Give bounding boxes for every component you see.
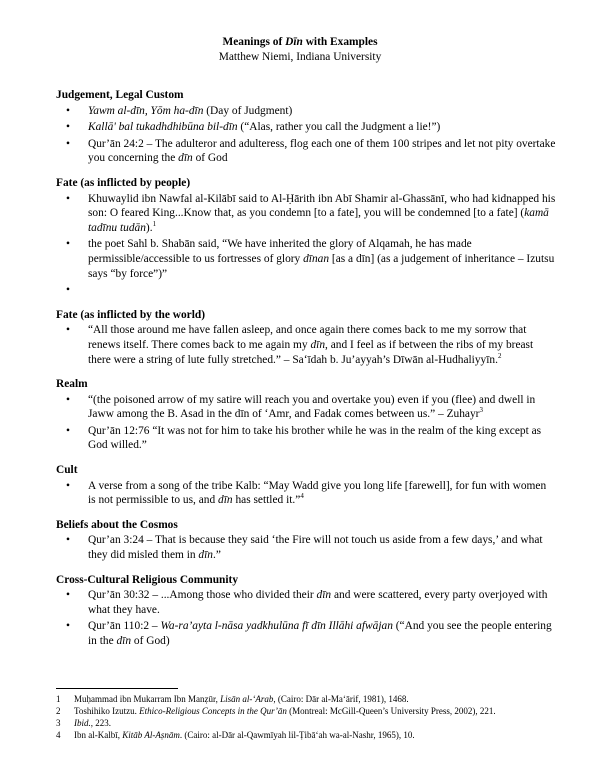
section-heading: Fate (as inflicted by the world) [56, 308, 206, 321]
section-heading: Realm [56, 378, 88, 391]
footnote [56, 729, 556, 741]
list-item [56, 323, 556, 367]
section [56, 377, 556, 453]
text-segment: Wa-ra’ayta l-nāsa yadkhulūna fī dīn Illāhi afwājan [160, 620, 393, 633]
section [56, 88, 556, 166]
text-segment: Qur’ān 24:2 – The adulteror and adulteress, flog each one of them 100 stripes and let not pity overtake you concerning the [88, 137, 556, 165]
text-segment: dīn [218, 494, 233, 507]
footnote-ref: 2 [497, 351, 502, 360]
text-segment: Khuwaylid ibn Nawfal al-Kilābī said to Al-Ḥārith ibn Abī Shamir al-Ghassānī, who had kidnapped his son: O feared King...Know that, as you condemn [to a fate], you will be condemned [to a fate] ( [88, 192, 556, 220]
list-item [56, 533, 556, 562]
text-segment: dīnan [303, 252, 330, 265]
text-segment: has settled it.” [232, 494, 301, 507]
list-item [56, 104, 556, 119]
footnote-number: 2 [56, 706, 61, 716]
bullet-icon: • [66, 104, 70, 117]
bullet-icon: • [66, 589, 70, 602]
bullet-list [56, 393, 556, 453]
text-segment: of God) [131, 635, 170, 647]
section [56, 573, 556, 649]
footnote [56, 705, 556, 717]
section-heading: Judgement, Legal Custom [56, 89, 184, 101]
footnote-ref: 3 [479, 406, 483, 415]
bullet-icon: • [66, 393, 70, 406]
text-segment: Ethico-Religious Concepts in the Qur’ān [139, 706, 287, 716]
text-segment: Lisān al-‘Arab [220, 694, 274, 704]
text-segment: kamā tadīnu tudān [88, 207, 549, 234]
text-segment: the poet Sahl b. Shabān said, “We have inherited the glory of Alqamah, he has made permissible/accessible to us fortresses of glory [88, 238, 472, 265]
text-segment: (“Alas, rather you call the Judgment a lie!”) [237, 121, 441, 134]
footnote [56, 717, 556, 729]
text-segment: A verse from a song of the tribe Kalb: “May Wadd give you long life [farewell], for fun with women is not permissible to us, and [88, 479, 547, 507]
text-segment: .” [212, 549, 221, 562]
text-segment: (Day of Judgment) [203, 104, 293, 117]
bullet-icon: • [66, 238, 70, 251]
list-item [56, 120, 556, 135]
text-segment: , 223. [90, 718, 111, 728]
list-item [56, 588, 556, 617]
footnote-number: 1 [56, 694, 61, 704]
text-segment: (“And you see the people entering in the [88, 620, 552, 647]
section-heading: Cult [56, 464, 78, 477]
text-segment: “All those around me have fallen asleep, and once again there comes back to me my sorrow that renews itself. There comes back to me again my [88, 324, 527, 351]
bullet-list [56, 192, 556, 298]
list-item [56, 619, 556, 648]
bullet-list [56, 588, 556, 648]
text-segment: ). [145, 221, 153, 234]
text-segment: Kitāb Al-Aṣnām [122, 730, 180, 740]
text-segment: dīn [198, 549, 213, 562]
bullet-list [56, 479, 556, 508]
text-segment: Qur’ān 30:32 – ...Among those who divided their [88, 589, 317, 602]
list-item [56, 137, 556, 166]
text-segment: , (Cairo: Dār al-Ma‘ārif, 1981), 1468. [273, 694, 409, 704]
footnote-number: 3 [56, 718, 61, 728]
section-heading: Beliefs about the Cosmos [56, 518, 178, 531]
footnote-ref: 1 [152, 219, 157, 228]
text-segment: Toshihiko Izutzu. [74, 706, 140, 716]
bullet-icon: • [66, 324, 70, 337]
text-segment: dīn [316, 589, 332, 602]
list-item [56, 424, 556, 453]
bullet-list [56, 533, 556, 562]
bullet-icon: • [66, 192, 70, 205]
text-segment: [as a dīn] (as a judgement of inheritance – Izutsu says “by force”)” [88, 252, 555, 280]
text-segment: Qur’an 3:24 – That is because they said ‘the Fire will not touch us aside from a few days,’ and what they did misled them in [88, 534, 543, 562]
text-segment: . (Cairo: al-Dār al-Qawmīyah lil-Ṭibā‘ah wa-al-Nashr, 1965), 10. [179, 730, 415, 740]
footnote-ref: 4 [300, 492, 304, 501]
document-title: Meanings of Dīn with Examples [222, 36, 378, 48]
text-segment: Kallā' bal tukadhdhibūna bil-dīn [88, 121, 238, 134]
text-segment: Ibn al-Kalbī, [74, 730, 123, 740]
bullet-icon: • [66, 284, 70, 297]
bullet-icon: • [66, 620, 70, 633]
text-segment: Ibid. [74, 718, 91, 728]
list-item [56, 479, 556, 508]
document-body [56, 88, 556, 659]
section [56, 518, 556, 563]
bullet-list [56, 104, 556, 166]
list-item [56, 192, 556, 236]
text-segment: Qur’ān 12:76 “It was not for him to take his brother while he was in the realm of the king except as God willed.” [88, 424, 542, 452]
bullet-icon: • [66, 479, 70, 492]
text-segment: dīn [310, 338, 326, 351]
section [56, 176, 556, 298]
section [56, 308, 556, 367]
footnote [56, 693, 556, 705]
section-heading: Fate (as inflicted by people) [56, 176, 191, 189]
footnote-divider [56, 688, 178, 689]
text-segment: (Montreal: McGill-Queen’s University Press, 2002), 221. [286, 706, 496, 716]
list-item [56, 283, 556, 298]
footnote-number: 4 [56, 730, 61, 740]
bullet-icon: • [66, 424, 70, 437]
text-segment: and were scattered, every party overjoyed with what they have. [88, 589, 548, 616]
list-item [56, 237, 556, 281]
bullet-icon: • [66, 137, 70, 150]
document-header [0, 35, 600, 64]
section-heading: Cross-Cultural Religious Community [56, 573, 239, 586]
footnotes [56, 688, 556, 741]
text-segment: , and I feel as if between the ribs of my breast there were a string of lute fully stretched.” – Sa‘īdah b. Ju’ayyah’s Dīwān al-Hudhaliyyīn. [88, 338, 534, 366]
text-segment: Muḥammad ibn Mukarram Ibn Manẓūr, [74, 694, 221, 704]
text-segment: dīn [178, 152, 193, 165]
bullet-icon: • [66, 534, 70, 547]
author-line: Matthew Niemi, Indiana University [218, 50, 382, 63]
bullet-list [56, 323, 556, 367]
text-segment: dīn [116, 635, 132, 647]
list-item [56, 393, 556, 422]
text-segment: of God [192, 152, 228, 165]
bullet-icon: • [66, 121, 70, 134]
text-segment: Qur’ān 110:2 – [88, 620, 161, 633]
text-segment: Yawm al-dīn, Yōm ha-dīn [88, 104, 204, 117]
text-segment: “(the poisoned arrow of my satire will reach you and overtake you) even if you (flee) and dwell in Jaww among the B. Asad in the dīn of ‘Amr, and Fadak comes between us.” – Zuhayr [88, 393, 536, 421]
section [56, 463, 556, 508]
